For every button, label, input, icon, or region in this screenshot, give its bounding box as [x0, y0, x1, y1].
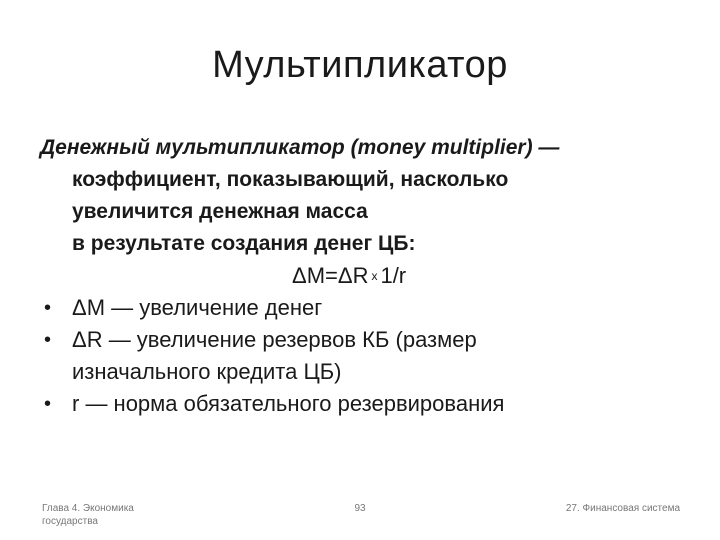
formula-right: 1/r	[380, 263, 407, 288]
bullet-text: ΔR — увеличение резервов КБ (размер	[72, 327, 477, 352]
bullet-reserve-ratio	[40, 388, 690, 420]
bullet-delta-r	[40, 324, 690, 356]
formula-left: ΔM=ΔR	[292, 263, 369, 288]
footer-chapter-line-1: Глава 4. Экономика	[42, 503, 134, 514]
bullet-marker: •	[44, 297, 52, 319]
slide-title: Мультипликатор	[212, 44, 508, 86]
bullet-marker: •	[44, 393, 52, 415]
bullet-delta-r-continuation	[40, 356, 690, 388]
multiplier-formula	[40, 260, 690, 292]
slide-body	[40, 132, 690, 420]
definition-line-2: увеличится денежная масса	[72, 200, 368, 223]
definition-line-3: в результате создания денег ЦБ:	[72, 232, 416, 255]
formula-operator: x	[371, 269, 378, 283]
bullet-delta-m	[40, 292, 690, 324]
definition-line-1: коэффициент, показывающий, насколько	[72, 168, 509, 191]
definition-term: Денежный мультипликатор (money multiplier) —	[40, 136, 560, 159]
footer-page-number: 93	[354, 503, 366, 514]
bullet-text: r — норма обязательного резервирования	[72, 391, 505, 416]
footer-chapter	[42, 502, 172, 528]
bullet-text: ΔM — увеличение денег	[72, 295, 323, 320]
footer-chapter-line-2: государства	[42, 516, 98, 527]
footer-section: 27. Финансовая система	[565, 503, 680, 514]
bullet-marker: •	[44, 329, 52, 351]
bullet-text: изначального кредита ЦБ)	[72, 359, 342, 384]
